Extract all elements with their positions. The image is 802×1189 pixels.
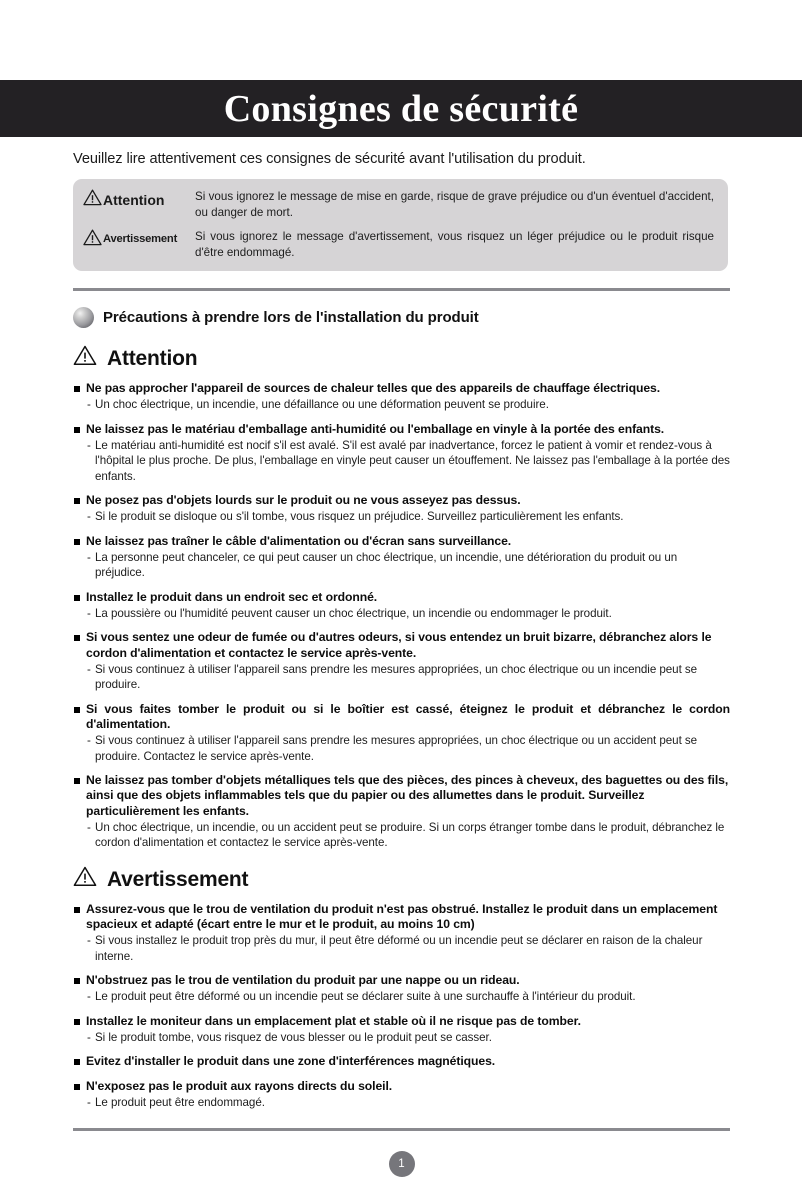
list-item: [73, 630, 730, 692]
list-item-detail: - La poussière ou l'humidité peuvent causer un choc électrique, un incendie ou endommager le produit.: [73, 606, 730, 621]
notice-row-attention: [83, 188, 714, 221]
warning-triangle-icon: [73, 866, 97, 892]
list-item-detail: - Un choc électrique, un incendie, ou un accident peut se produire. Si un corps étranger tombe dans le produit, débranchez le cordon d'alimentation et contactez le service après-vente.: [73, 820, 730, 851]
list-item-detail: - Si vous continuez à utiliser l'appareil sans prendre les mesures appropriées, un choc électrique ou un incendie peut se produire.: [73, 662, 730, 693]
notice-label-avertissement: [83, 228, 195, 251]
list-item-title: Si vous faites tomber le produit ou si le boîtier est cassé, éteignez le produit et débranchez le cordon d'alimentation.: [73, 702, 730, 733]
page-footer: [73, 1151, 730, 1177]
notice-label-text: Attention: [103, 192, 165, 208]
list-item: [73, 493, 730, 525]
warning-triangle-icon: [83, 189, 102, 211]
list-item: [73, 590, 730, 622]
list-item: [73, 1079, 730, 1111]
list-item: [73, 973, 730, 1005]
list-item-detail: - Si vous continuez à utiliser l'appareil sans prendre les mesures appropriées, un choc électrique ou un accident peut se produire. Contactez le service après-vente.: [73, 733, 730, 764]
list-item: [73, 702, 730, 764]
divider-bottom: [73, 1128, 730, 1131]
avertissement-heading: [73, 866, 730, 894]
list-item-title: Assurez-vous que le trou de ventilation du produit n'est pas obstrué. Installez le produit dans un emplacement spacieux et adapté (écart entre le mur et le produit, au moins 10 cm): [73, 902, 730, 933]
sphere-bullet-icon: [73, 307, 94, 328]
list-item-title: Installez le moniteur dans un emplacement plat et stable où il ne risque pas de tomber.: [73, 1014, 730, 1029]
attention-item-list: [73, 381, 730, 851]
notice-row-avertissement: [83, 228, 714, 261]
page-body: [0, 137, 802, 1177]
list-item-title: Si vous sentez une odeur de fumée ou d'autres odeurs, si vous entendez un bruit bizarre, débranchez alors le cordon d'alimentation et contactez le service après-vente.: [73, 630, 730, 661]
list-item-title: Ne posez pas d'objets lourds sur le produit ou ne vous asseyez pas dessus.: [73, 493, 730, 508]
notice-box: [73, 179, 728, 271]
list-item-title: Ne pas approcher l'appareil de sources de chaleur telles que des appareils de chauffage électriques.: [73, 381, 730, 396]
section-heading: [73, 307, 730, 328]
list-item: [73, 902, 730, 964]
list-item-title: Ne laissez pas le matériau d'emballage anti-humidité ou l'emballage en vinyle à la portée des enfants.: [73, 422, 730, 437]
list-item-detail: - Le produit peut être déformé ou un incendie peut se déclarer suite à une surchauffe à l'intérieur du produit.: [73, 989, 730, 1004]
divider-top: [73, 288, 730, 291]
content-column: [73, 151, 730, 1177]
list-item-detail: - Si vous installez le produit trop près du mur, il peut être déformé ou un incendie peut se déclarer en raison de la chaleur interne.: [73, 933, 730, 964]
list-item-detail: - Le produit peut être endommagé.: [73, 1095, 730, 1110]
list-item-detail: - La personne peut chanceler, ce qui peut causer un choc électrique, un incendie, une détérioration du produit ou un préjudice.: [73, 550, 730, 581]
avertissement-item-list: [73, 902, 730, 1111]
notice-label-text: Avertissement: [103, 233, 178, 246]
list-item-detail: - Le matériau anti-humidité est nocif s'il est avalé. S'il est avalé par inadvertance, forcez le patient à vomir et rendez-vous à l'hôpital le plus proche. De plus, l'emballage en vinyle peut causer un étouffement. Ne laissez pas l'emballage à la portée des enfants.: [73, 438, 730, 484]
notice-text: Si vous ignorez le message de mise en garde, risque de grave préjudice ou d'un éventuel d'accident, ou danger de mort.: [195, 190, 714, 219]
list-item-title: Installez le produit dans un endroit sec et ordonné.: [73, 590, 730, 605]
warning-triangle-icon: [83, 229, 102, 251]
list-item: [73, 1014, 730, 1046]
warning-triangle-icon: [73, 345, 97, 371]
notice-text: Si vous ignorez le message d'avertissement, vous risquez un léger préjudice ou le produit risque d'être endommagé.: [195, 229, 714, 259]
list-item-title: Ne laissez pas tomber d'objets métalliques tels que des pièces, des pinces à cheveux, des baguettes ou des fils, ainsi que des objets inflammables tels que du papier ou des allumettes dans le produit. Surveillez particulièrement les enfants.: [73, 773, 730, 819]
attention-heading: [73, 345, 730, 373]
page-number-badge: 1: [389, 1151, 415, 1177]
page-banner: [0, 80, 802, 137]
list-item-detail: - Un choc électrique, un incendie, une défaillance ou une déformation peuvent se produire.: [73, 397, 730, 412]
list-item: [73, 534, 730, 581]
list-item-title: N'exposez pas le produit aux rayons directs du soleil.: [73, 1079, 730, 1094]
list-item-title: Evitez d'installer le produit dans une zone d'interférences magnétiques.: [73, 1054, 730, 1069]
intro-text: Veuillez lire attentivement ces consignes de sécurité avant l'utilisation du produit.: [73, 151, 586, 167]
page-title: Consignes de sécurité: [223, 87, 579, 130]
list-item-detail: - Si le produit se disloque ou s'il tombe, vous risquez un préjudice. Surveillez particulièrement les enfants.: [73, 509, 730, 524]
list-item: [73, 1054, 730, 1069]
list-item: [73, 773, 730, 851]
list-item-title: Ne laissez pas traîner le câble d'alimentation ou d'écran sans surveillance.: [73, 534, 730, 549]
attention-heading-text: Attention: [107, 346, 198, 370]
list-item: [73, 381, 730, 413]
section-heading-text: Précautions à prendre lors de l'installation du produit: [103, 308, 479, 326]
notice-label-attention: [83, 188, 195, 211]
list-item: [73, 422, 730, 484]
list-item-detail: - Si le produit tombe, vous risquez de vous blesser ou le produit peut se casser.: [73, 1030, 730, 1045]
list-item-title: N'obstruez pas le trou de ventilation du produit par une nappe ou un rideau.: [73, 973, 730, 988]
avertissement-heading-text: Avertissement: [107, 867, 249, 891]
